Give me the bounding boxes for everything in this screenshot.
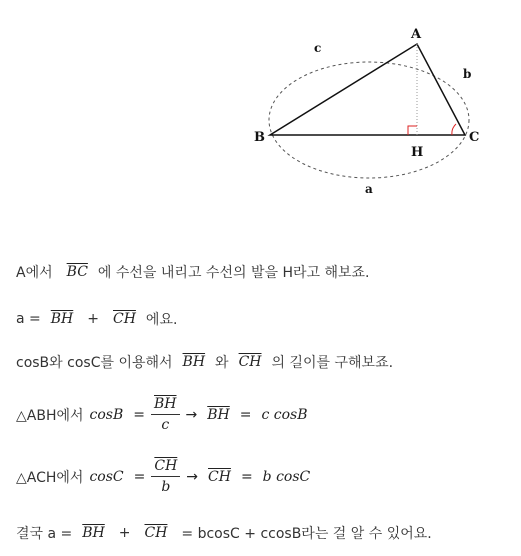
segment-ch: $\overline{CH}$ — [113, 311, 136, 327]
segment-ch: $\overline{CH}$ — [208, 468, 231, 485]
equals-sign: = — [240, 468, 253, 485]
text-line-1 — [16, 262, 370, 282]
text-line-4 — [16, 396, 308, 433]
segment-bh: $\overline{BH}$ — [182, 354, 206, 370]
fraction-denominator: c — [161, 417, 170, 433]
fraction-numerator: $\overline{CH}$ — [151, 458, 180, 477]
angle-c-arc — [452, 124, 456, 135]
right-arrow: → — [186, 468, 199, 485]
triangle-abc — [270, 44, 465, 135]
fraction-ch-over-b — [151, 458, 180, 495]
triangle-abh-label: △ABH에서 — [16, 407, 84, 424]
cos-c: cosC — [89, 468, 124, 485]
result-c-cos-b: c cosB — [261, 406, 308, 423]
line3-pre: cosB와 cosC를 이용해서 — [16, 355, 173, 371]
text-line-6 — [16, 523, 432, 543]
vertex-label-a: A — [411, 27, 422, 42]
line6-pre: 결국 a = — [16, 526, 73, 542]
side-label-a: a — [365, 182, 373, 196]
plus-sign: + — [118, 525, 131, 541]
fraction-numerator: $\overline{BH}$ — [151, 396, 180, 415]
text-line-3 — [16, 352, 393, 372]
segment-ch: $\overline{CH}$ — [144, 525, 168, 541]
line3-post: 의 길이를 구해보죠. — [271, 355, 394, 371]
side-label-b: b — [463, 67, 472, 81]
text-line-2 — [16, 309, 177, 329]
triangle-figure — [0, 0, 521, 230]
plus-sign: + — [87, 311, 99, 327]
right-angle-mark — [408, 126, 417, 135]
segment-bh: $\overline{BH}$ — [50, 311, 74, 327]
segment-bh: $\overline{BH}$ — [82, 525, 105, 541]
equals-sign: = — [239, 406, 252, 423]
foot-label-h: H — [411, 145, 424, 160]
line3-mid: 와 — [215, 355, 229, 371]
circumscribed-ellipse — [269, 62, 472, 178]
segment-bh: $\overline{BH}$ — [207, 406, 230, 423]
segment-bc: $\overline{BC}$ — [66, 264, 88, 280]
right-arrow: → — [185, 406, 198, 423]
cos-b: cosB — [89, 406, 124, 423]
line1-pre: A에서 — [16, 265, 53, 281]
fraction-denominator: b — [161, 479, 171, 495]
vertex-label-c: C — [469, 130, 480, 145]
line1-post: 에 수선을 내리고 수선의 발을 H라고 해보죠. — [97, 265, 370, 281]
fraction-bh-over-c — [151, 396, 180, 433]
side-label-c: c — [314, 41, 322, 55]
result-b-cos-c: b cosC — [262, 468, 311, 485]
triangle-ach-label: △ACH에서 — [16, 469, 84, 486]
text-line-5 — [16, 458, 310, 495]
line2-pre: a = — [16, 311, 41, 327]
segment-ch: $\overline{CH}$ — [238, 354, 262, 370]
line2-post: 에요. — [145, 312, 178, 328]
line6-post: = bcosC + ccosB라는 걸 알 수 있어요. — [181, 526, 432, 542]
vertex-label-b: B — [254, 130, 265, 145]
equals-sign: = — [133, 406, 146, 423]
equals-sign: = — [133, 468, 146, 485]
